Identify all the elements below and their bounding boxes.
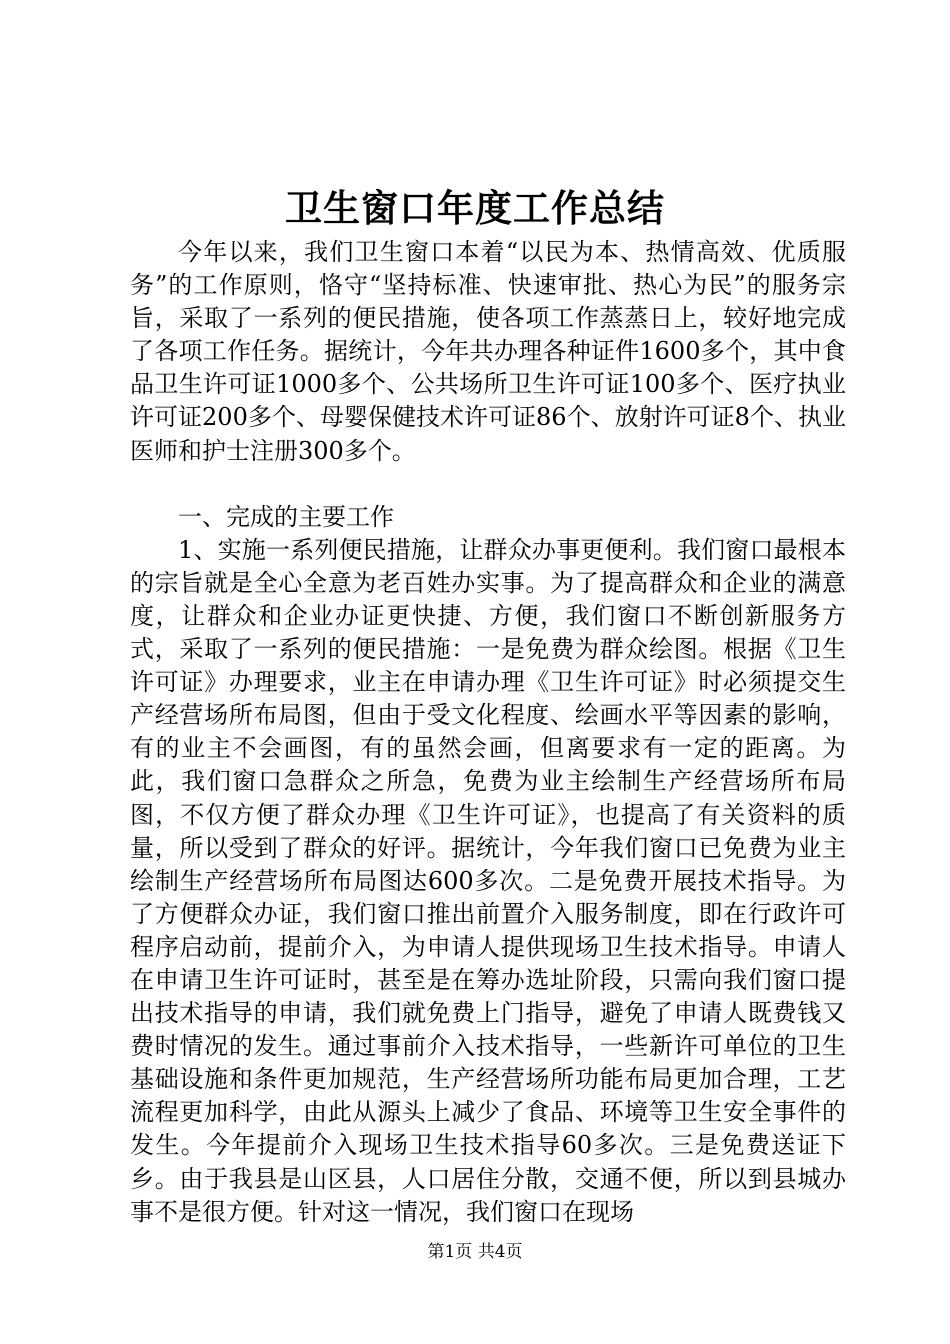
document-body <box>130 236 846 1229</box>
document-title: 卫生窗口年度工作总结 <box>285 186 665 230</box>
page-footer: 第1页 共4页 <box>427 1242 523 1262</box>
intro-paragraph: 今年以来，我们卫生窗口本着“以民为本、热情高效、优质服务”的工作原则，恪守“坚持标准、快速审批、热心为民”的服务宗旨，采取了一系列的便民措施，使各项工作蒸蒸日上，较好地完成了各项工作任务。据统计，今年共办理各种证件1600多个，其中食品卫生许可证1000多个、公共场所卫生许可证100多个、医疗执业许可证200多个、母婴保健技术许可证86个、放射许可证8个、执业医师和护士注册300多个。 <box>130 238 846 465</box>
section-heading: 一、完成的主要工作 <box>178 502 394 531</box>
body-paragraph: 1、实施一系列便民措施，让群众办事更便利。我们窗口最根本的宗旨就是全心全意为老百姓办实事。为了提高群众和企业的满意度，让群众和企业办证更快捷、方便，我们窗口不断创新服务方式，采取了一系列的便民措施：一是免费为群众绘图。根据《卫生许可证》办理要求，业主在申请办理《卫生许可证》时必须提交生产经营场所布局图，但由于受文化程度、绘画水平等因素的影响，有的业主不会画图，有的虽然会画，但离要求有一定的距离。为此，我们窗口急群众之所急，免费为业主绘制生产经营场所布局图，不仅方便了群众办理《卫生许可证》，也提高了有关资料的质量，所以受到了群众的好评。据统计，今年我们窗口已免费为业主绘制生产经营场所布局图达600多次。二是免费开展技术指导。为了方便群众办证，我们窗口推出前置介入服务制度，即在行政许可程序启动前，提前介入，为申请人提供现场卫生技术指导。申请人在申请卫生许可证时，甚至是在筹办选址阶段，只需向我们窗口提出技术指导的申请，我们就免费上门指导，避免了申请人既费钱又费时情况的发生。通过事前介入技术指导，一些新许可单位的卫生基础设施和条件更加规范，生产经营场所功能布局更加合理，工艺流程更加科学，由此从源头上减少了食品、环境等卫生安全事件的发生。今年提前介入现场卫生技术指导60多次。三是免费送证下乡。由于我县是山区县，人口居住分散，交通不便，所以到县城办事不是很方便。针对这一情况，我们窗口在现场 <box>130 535 846 1226</box>
